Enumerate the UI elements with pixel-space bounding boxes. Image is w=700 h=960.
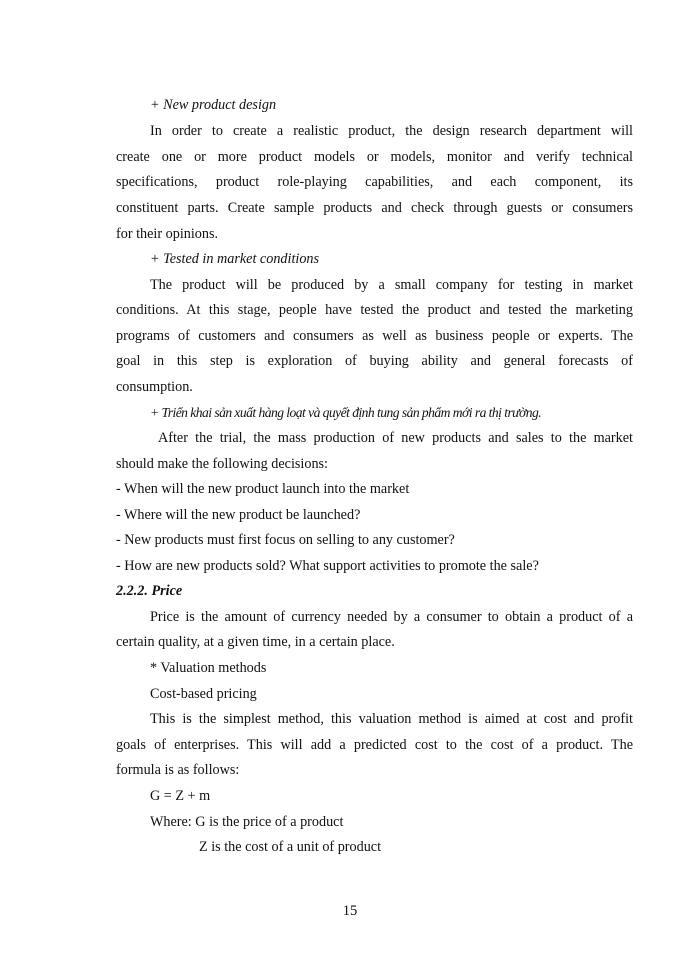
paragraph-line: goals of enterprises. This will add a predicted cost to the cost of a product. The xyxy=(116,737,633,753)
paragraph-line: After the trial, the mass production of new products and sales to the market xyxy=(158,430,633,446)
formula-where-z: Z is the cost of a unit of product xyxy=(199,839,382,855)
decision-item: - When will the new product launch into the market xyxy=(116,481,410,497)
price-section-heading: 2.2.2. Price xyxy=(116,583,183,599)
new-product-design-heading: + New product design xyxy=(150,97,277,113)
paragraph-line: conditions. At this stage, people have tested the product and tested the marketing xyxy=(116,302,633,318)
paragraph-line: This is the simplest method, this valuation method is aimed at cost and profit xyxy=(150,711,633,727)
mass-production-heading: + Triển khai sản xuất hàng loạt và quyết định tung sản phẩm mới ra thị trường. xyxy=(150,405,542,420)
valuation-methods-label: * Valuation methods xyxy=(150,660,267,676)
paragraph-line: certain quality, at a given time, in a certain place. xyxy=(116,634,395,650)
paragraph-line: In order to create a realistic product, the design research department will xyxy=(150,123,633,139)
paragraph-line: goal in this step is exploration of buying ability and general forecasts of xyxy=(116,353,633,369)
paragraph-line: Price is the amount of currency needed by a consumer to obtain a product of a xyxy=(150,609,633,625)
paragraph-line: specifications, product role-playing capabilities, and each component, its xyxy=(116,174,633,190)
paragraph-line: programs of customers and consumers as well as business people or experts. The xyxy=(116,328,633,344)
paragraph-line: for their opinions. xyxy=(116,226,219,242)
paragraph-line: create one or more product models or models, monitor and verify technical xyxy=(116,149,633,165)
paragraph-line: should make the following decisions: xyxy=(116,456,328,472)
paragraph-line: The product will be produced by a small company for testing in market xyxy=(150,277,633,293)
decision-item: - How are new products sold? What support activities to promote the sale? xyxy=(116,558,539,574)
paragraph-line: formula is as follows: xyxy=(116,762,240,778)
page-number: 15 xyxy=(342,903,358,919)
cost-based-pricing-label: Cost-based pricing xyxy=(150,686,257,702)
market-testing-heading: + Tested in market conditions xyxy=(150,251,320,267)
decision-item: - Where will the new product be launched? xyxy=(116,507,361,523)
paragraph-line: constituent parts. Create sample products and check through guests or consumers xyxy=(116,200,633,216)
paragraph-line: consumption. xyxy=(116,379,193,395)
price-formula: G = Z + m xyxy=(150,788,211,804)
decision-item: - New products must first focus on selling to any customer? xyxy=(116,532,455,548)
formula-where-g: Where: G is the price of a product xyxy=(150,814,344,830)
